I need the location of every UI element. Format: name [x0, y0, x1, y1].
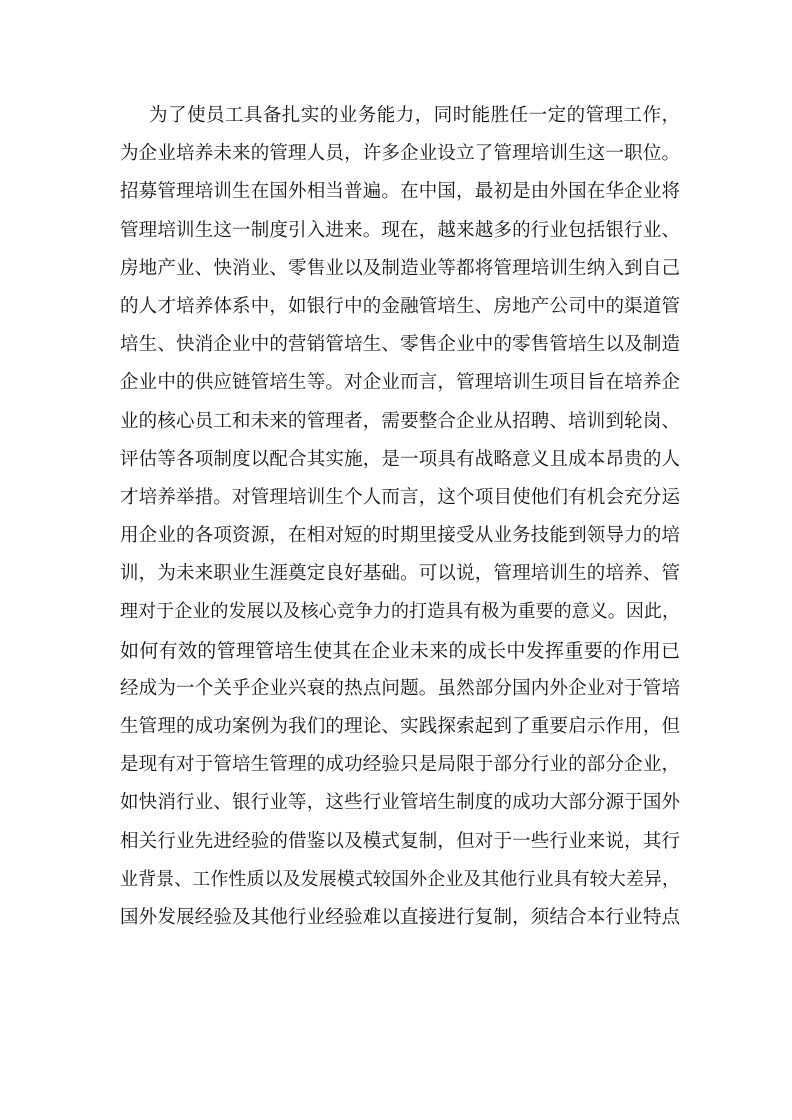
text-line: 才培养举措。对管理培训生个人而言，这个项目使他们有机会充分运	[120, 486, 680, 508]
text-line: 是现有对于管培生管理的成功经验只是局限于部分行业的部分企业，	[120, 754, 680, 776]
text-line: 为企业培养未来的管理人员，许多企业设立了管理培训生这一职位。	[120, 143, 680, 165]
text-line: 相关行业先进经验的借鉴以及模式复制，但对于一些行业来说，其行	[120, 830, 680, 852]
text-line: 训，为未来职业生涯奠定良好基础。可以说，管理培训生的培养、管	[120, 563, 680, 585]
text-line: 用企业的各项资源，在相对短的时期里接受从业务技能到领导力的培	[120, 525, 680, 547]
text-line: 业的核心员工和未来的管理者，需要整合企业从招聘、培训到轮岗、	[120, 410, 680, 432]
text-line: 为了使员工具备扎实的业务能力，同时能胜任一定的管理工作，	[149, 105, 680, 126]
text-line: 评估等各项制度以配合其实施，是一项具有战略意义且成本昂贵的人	[120, 448, 680, 470]
text-line: 如何有效的管理管培生使其在企业未来的成长中发挥重要的作用已	[120, 639, 680, 662]
text-line: 如快消行业、银行业等，这些行业管培生制度的成功大部分源于国外	[120, 792, 680, 814]
text-line: 生管理的成功案例为我们的理论、实践探索起到了重要启示作用，但	[120, 716, 680, 737]
text-line: 国外发展经验及其他行业经验难以直接进行复制，须结合本行业特点	[120, 906, 680, 928]
text-line: 房地产业、快消业、零售业以及制造业等都将管理培训生纳入到自己	[120, 257, 680, 279]
text-line: 培生、快消企业中的营销管培生、零售企业中的零售管培生以及制造	[120, 334, 680, 356]
body-paragraph	[120, 97, 680, 937]
text-line: 招募管理培训生在国外相当普遍。在中国，最初是由外国在华企业将	[120, 181, 680, 203]
text-line: 的人才培养体系中，如银行中的金融管培生、房地产公司中的渠道管	[120, 295, 680, 317]
text-line: 理对于企业的发展以及核心竞争力的打造具有极为重要的意义。因此，	[120, 601, 680, 623]
text-line: 管理培训生这一制度引入进来。现在，越来越多的行业包括银行业、	[120, 219, 680, 241]
text-line: 业背景、工作性质以及发展模式较国外企业及其他行业具有较大差异，	[120, 868, 680, 890]
text-line: 企业中的供应链管培生等。对企业而言，管理培训生项目旨在培养企	[120, 372, 680, 394]
text-line: 经成为一个关乎企业兴衰的热点问题。虽然部分国内外企业对于管培	[120, 677, 680, 699]
